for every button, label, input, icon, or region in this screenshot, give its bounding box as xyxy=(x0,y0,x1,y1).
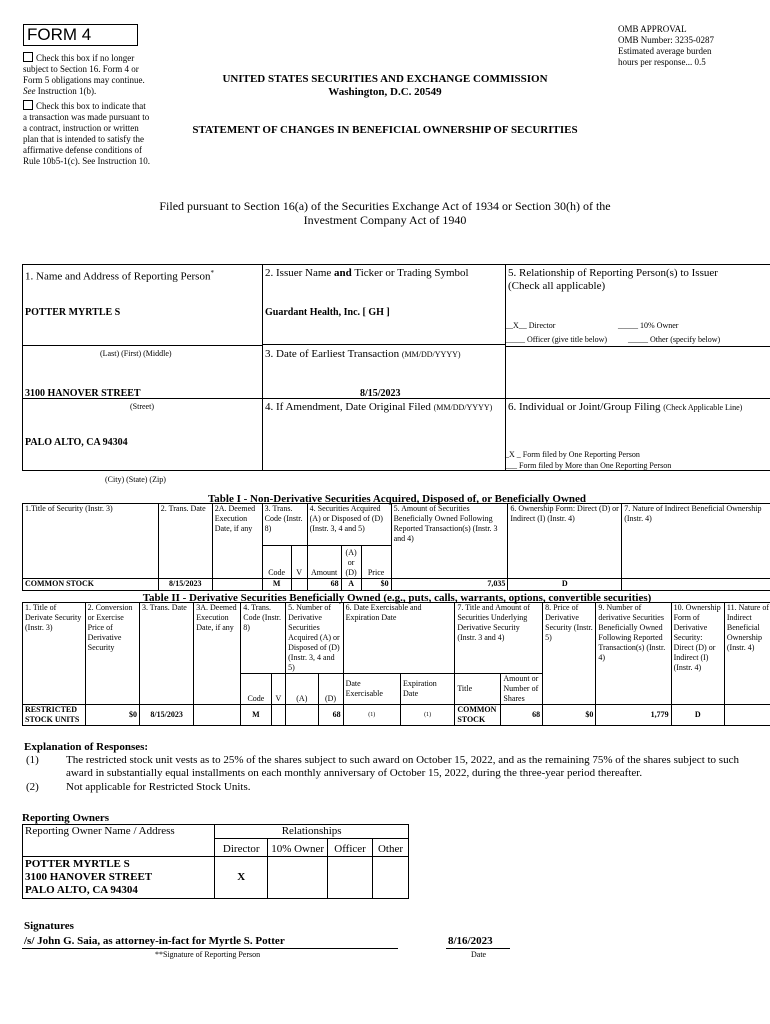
t1-h5: 5. Amount of Securities Beneficially Owned Following Reported Transaction(s) (Instr. 3 and 4) xyxy=(391,504,508,579)
explanation-heading: Explanation of Responses: xyxy=(24,741,149,753)
earliest-transaction-date: 8/15/2023 xyxy=(360,388,401,399)
owner-director-mark: X xyxy=(215,857,268,899)
owners-col-name: Reporting Owner Name / Address xyxy=(23,825,215,857)
owners-col-officer: Officer xyxy=(328,839,373,857)
t2-h9: 9. Number of derivative Securities Beneficially Owned Following Reported Transaction(s) (Instr. 4) xyxy=(596,603,671,705)
more-person-option[interactable]: ___ Form filed by More than One Reporting Person xyxy=(505,461,672,470)
t1-h7: 7. Nature of Indirect Beneficial Ownership (Instr. 4) xyxy=(622,504,770,579)
omb-approval: OMB APPROVAL OMB Number: 3235-0287 Estimated average burden hours per response... 0.5 xyxy=(618,24,714,67)
table2 xyxy=(22,602,770,726)
t2-sub-exp: Expiration Date xyxy=(401,674,455,705)
t1-row-code: M xyxy=(262,579,291,591)
t2-row-under-amount: 68 xyxy=(501,705,543,726)
t1-row-amount: 68 xyxy=(307,579,341,591)
t2-row-conv: $0 xyxy=(85,705,139,726)
t2-sub-amount: Amount or Number of Shares xyxy=(501,674,543,705)
t1-row-price: $0 xyxy=(361,579,391,591)
box6-label: 6. Individual or Joint/Group Filing (Check Applicable Line) xyxy=(508,401,743,413)
t2-h10: 10. Ownership Form of Derivative Security: Direct (D) or Indirect (I) (Instr. 4) xyxy=(671,603,724,705)
explanation-note-1: The restricted stock unit vests as to 25% of the shares subject to such award on October 15, 2022, and as the remaining 75% of the shares subject to such award in substantially equal installments on each monthly anniversary of October 15, 2022, during the three-year period thereafter. xyxy=(66,754,739,779)
t2-row-code: M xyxy=(241,705,271,726)
t2-h5: 5. Number of Derivative Securities Acquired (A) or Disposed of (D) (Instr. 3, 4 and 5) xyxy=(286,603,343,674)
t2-row-date-ex: (1) xyxy=(343,705,400,726)
form-title: FORM 4 xyxy=(27,25,92,44)
owner-name: POTTER MYRTLE S xyxy=(25,858,130,870)
name-caption: (Last) (First) (Middle) xyxy=(100,349,172,358)
t2-row-form: D xyxy=(671,705,724,726)
t1-row-title: COMMON STOCK xyxy=(23,579,159,591)
t2-row-under-title: COMMON STOCK xyxy=(455,705,501,726)
table1 xyxy=(22,503,770,591)
explanation-note-2-num: (2) xyxy=(26,781,39,793)
checkbox-icon[interactable] xyxy=(23,100,33,110)
t1-h3: 3. Trans. Code (Instr. 8) xyxy=(262,504,307,546)
reporting-person-street: 3100 HANOVER STREET xyxy=(25,388,141,399)
owners-table xyxy=(22,824,409,899)
t2-row-title: RESTRICTED STOCK UNITS xyxy=(23,705,86,726)
t1-h2: 2. Trans. Date xyxy=(158,504,212,579)
t2-h3a: 3A. Deemed Execution Date, if any xyxy=(194,603,241,705)
t2-h7: 7. Title and Amount of Securities Underlying Derivative Security (Instr. 3 and 4) xyxy=(455,603,543,674)
t2-h3: 3. Trans. Date xyxy=(139,603,193,705)
t2-h8: 8. Price of Derivative Security (Instr. 5) xyxy=(543,603,596,705)
owners-heading: Reporting Owners xyxy=(22,812,110,824)
t2-row-price: $0 xyxy=(543,705,596,726)
t2-h2: 2. Conversion or Exercise Price of Derivative Security xyxy=(85,603,139,705)
checkbox-icon[interactable] xyxy=(23,52,33,62)
t2-h11: 11. Nature of Indirect Beneficial Ownership (Instr. 4) xyxy=(724,603,770,705)
owners-col-director: Director xyxy=(215,839,268,857)
filed-pursuant: Filed pursuant to Section 16(a) of the Securities Exchange Act of 1934 or Section 30(h) of the Investment Company Act of 1940 xyxy=(159,199,611,227)
statement-title: STATEMENT OF CHANGES IN BENEFICIAL OWNERSHIP OF SECURITIES xyxy=(192,124,578,136)
t1-row-owned: 7,035 xyxy=(391,579,508,591)
explanation-note-1-num: (1) xyxy=(26,754,39,766)
agency-name: UNITED STATES SECURITIES AND EXCHANGE COMMISSION xyxy=(222,73,548,85)
city-caption: (City) (State) (Zip) xyxy=(105,475,166,484)
owners-col-relationships: Relationships xyxy=(215,825,409,839)
t2-row-d: 68 xyxy=(318,705,343,726)
signatures-heading: Signatures xyxy=(24,920,74,932)
t2-sub-a: (A) xyxy=(286,674,318,705)
checkbox-section16[interactable]: Check this box if no longer subject to Section 16. Form 4 or Form 5 obligations may continue. See Instruction 1(b). xyxy=(23,53,145,96)
t1-sub-amount: Amount xyxy=(307,546,341,579)
one-person-option[interactable]: _X _ Form filed by One Reporting Person xyxy=(505,450,640,459)
t2-sub-d: (D) xyxy=(318,674,343,705)
t2-row-owned: 1,779 xyxy=(596,705,671,726)
t1-h1: 1.Title of Security (Instr. 3) xyxy=(23,504,159,579)
box1-label: 1. Name and Address of Reporting Person* xyxy=(25,269,214,283)
box4-label: 4. If Amendment, Date Original Filed (MM/DD/YYYY) xyxy=(265,401,493,413)
t2-sub-v: V xyxy=(271,674,286,705)
t2-h1: 1. Title of Derivate Security (Instr. 3) xyxy=(23,603,86,705)
owners-col-10pct: 10% Owner xyxy=(268,839,328,857)
other-option[interactable]: _____ Other (specify below) xyxy=(628,335,721,344)
date-caption: Date xyxy=(471,950,487,959)
box3-label: 3. Date of Earliest Transaction (MM/DD/YYYY) xyxy=(265,348,461,360)
t1-sub-code: Code xyxy=(262,546,291,579)
reporting-person-city: PALO ALTO, CA 94304 xyxy=(25,437,128,448)
checkbox-rule10b5[interactable]: Check this box to indicate that a transaction was made pursuant to a contract, instruction or written plan that is intended to satisfy the affirmative defense conditions of Rule 10b5-1(c). See Instruction 10. xyxy=(23,101,150,166)
owner-city: PALO ALTO, CA 94304 xyxy=(25,884,138,896)
t2-sub-code: Code xyxy=(241,674,271,705)
explanation-note-2: Not applicable for Restricted Stock Units. xyxy=(66,781,251,793)
t1-h4: 4. Securities Acquired (A) or Disposed of (D) (Instr. 3, 4 and 5) xyxy=(307,504,391,546)
signature-caption: **Signature of Reporting Person xyxy=(155,950,261,959)
owner-street: 3100 HANOVER STREET xyxy=(25,871,153,883)
t1-h6: 6. Ownership Form: Direct (D) or Indirect (I) (Instr. 4) xyxy=(508,504,622,579)
t2-row-exp: (1) xyxy=(401,705,455,726)
box5-label: 5. Relationship of Reporting Person(s) to Issuer (Check all applicable) xyxy=(508,267,718,292)
form-title-box xyxy=(23,24,138,46)
t1-sub-v: V xyxy=(291,546,307,579)
agency-location: Washington, D.C. 20549 xyxy=(328,86,442,98)
table1-title: Table I - Non-Derivative Securities Acquired, Disposed of, or Beneficially Owned xyxy=(207,493,587,505)
ten-pct-owner-option[interactable]: _____ 10% Owner xyxy=(618,321,679,330)
t1-sub-price: Price xyxy=(361,546,391,579)
officer-option[interactable]: _____ Officer (give title below) xyxy=(505,335,608,344)
owners-col-other: Other xyxy=(373,839,409,857)
table-row xyxy=(23,705,770,726)
t2-h4: 4. Trans. Code (Instr. 8) xyxy=(241,603,286,674)
t1-h2a: 2A. Deemed Execution Date, if any xyxy=(212,504,262,579)
signature-date: 8/16/2023 xyxy=(448,935,493,947)
box2-label: 2. Issuer Name and Ticker or Trading Symbol xyxy=(265,267,469,279)
table-row xyxy=(23,579,770,591)
table2-title: Table II - Derivative Securities Beneficially Owned (e.g., puts, calls, warrants, options, convertible securities) xyxy=(142,592,652,604)
t1-sub-aord: (A) or (D) xyxy=(341,546,361,579)
t1-row-form: D xyxy=(508,579,622,591)
signature-text: /s/ John G. Saia, as attorney-in-fact for Myrtle S. Potter xyxy=(24,935,285,947)
t2-sub-date-ex: Date Exercisable xyxy=(343,674,400,705)
reporting-person-name: POTTER MYRTLE S xyxy=(25,307,121,318)
t2-h6: 6. Date Exercisable and Expiration Date xyxy=(343,603,455,674)
t2-sub-title: Title xyxy=(455,674,501,705)
t1-row-aord: A xyxy=(341,579,361,591)
street-caption: (Street) xyxy=(130,402,154,411)
table-row xyxy=(23,857,409,899)
t1-row-date: 8/15/2023 xyxy=(158,579,212,591)
issuer-name: Guardant Health, Inc. [ GH ] xyxy=(265,307,390,318)
director-option[interactable]: __X__ Director xyxy=(505,321,556,330)
t2-row-date: 8/15/2023 xyxy=(139,705,193,726)
